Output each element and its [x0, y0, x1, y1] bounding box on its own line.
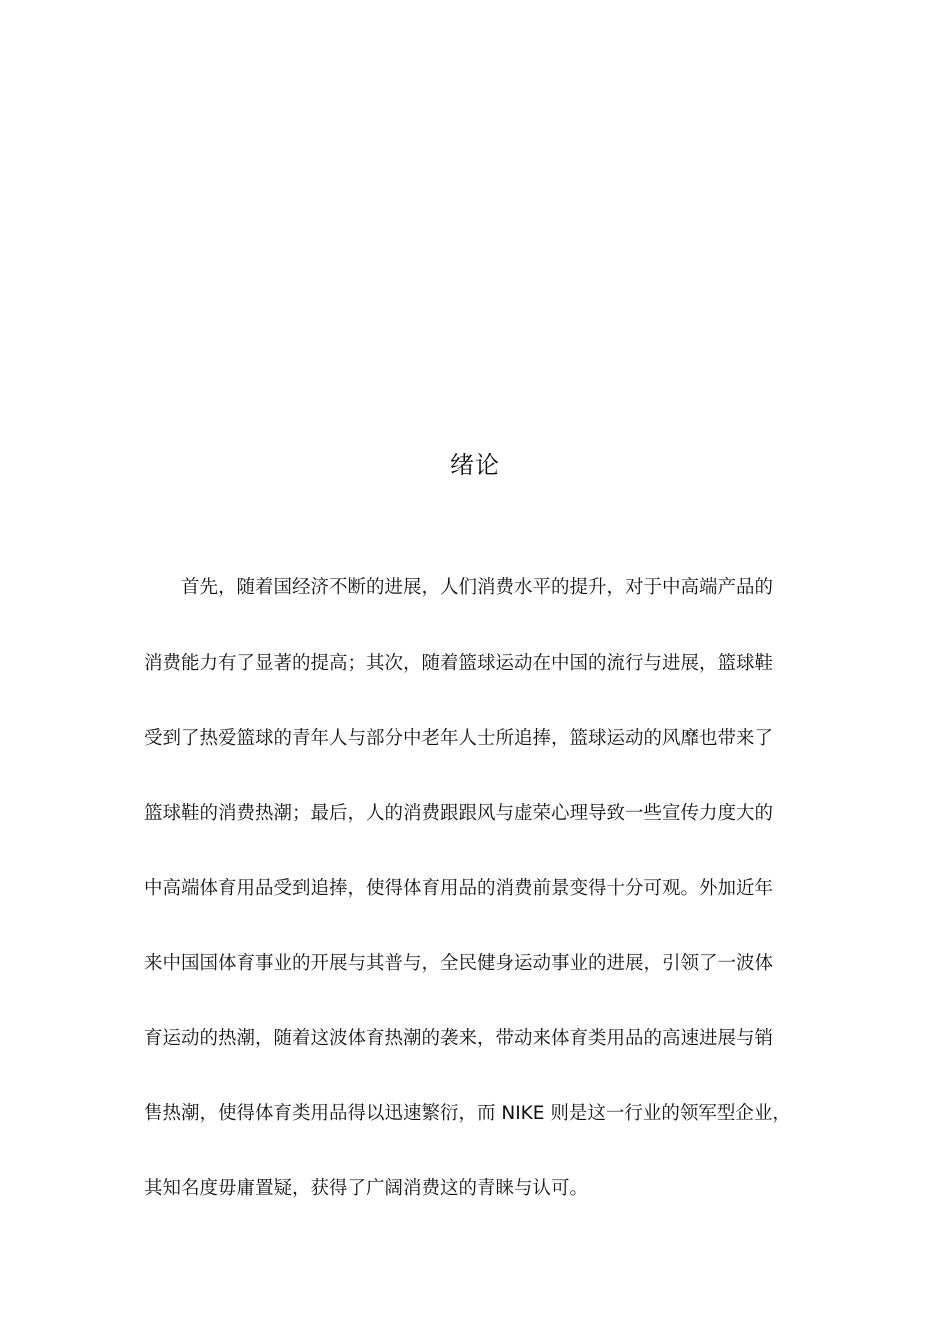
paragraph-line: 售热潮，使得体育类用品得以迅速繁衍，而 NIKE 则是这一行业的领军型企业，: [144, 1103, 791, 1124]
paragraph-line: 受到了热爱篮球的青年人与部分中老年人士所追捧，篮球运动的风靡也带来了: [144, 728, 774, 749]
paragraph-line: 来中国国体育事业的开展与其普与，全民健身运动事业的进展，引领了一波体: [144, 953, 774, 974]
paragraph-line: 消费能力有了显著的提高；其次，随着篮球运动在中国的流行与进展，篮球鞋: [144, 653, 774, 674]
paragraph-line: 育运动的热潮，随着这波体育热潮的袭来，带动来体育类用品的高速进展与销: [144, 1028, 774, 1049]
paragraph-line: 篮球鞋的消费热潮；最后，人的消费跟跟风与虚荣心理导致一些宣传力度大的: [144, 803, 774, 824]
paragraph-line: 其知名度毋庸置疑，获得了广阔消费这的青睐与认可。: [144, 1178, 589, 1199]
paragraph-line: 中高端体育用品受到追捧，使得体育用品的消费前景变得十分可观。外加近年: [144, 878, 774, 899]
paragraph-line: 首先，随着国经济不断的进展，人们消费水平的提升，对于中高端产品的: [181, 577, 774, 598]
section-title: 绪论: [450, 451, 500, 479]
